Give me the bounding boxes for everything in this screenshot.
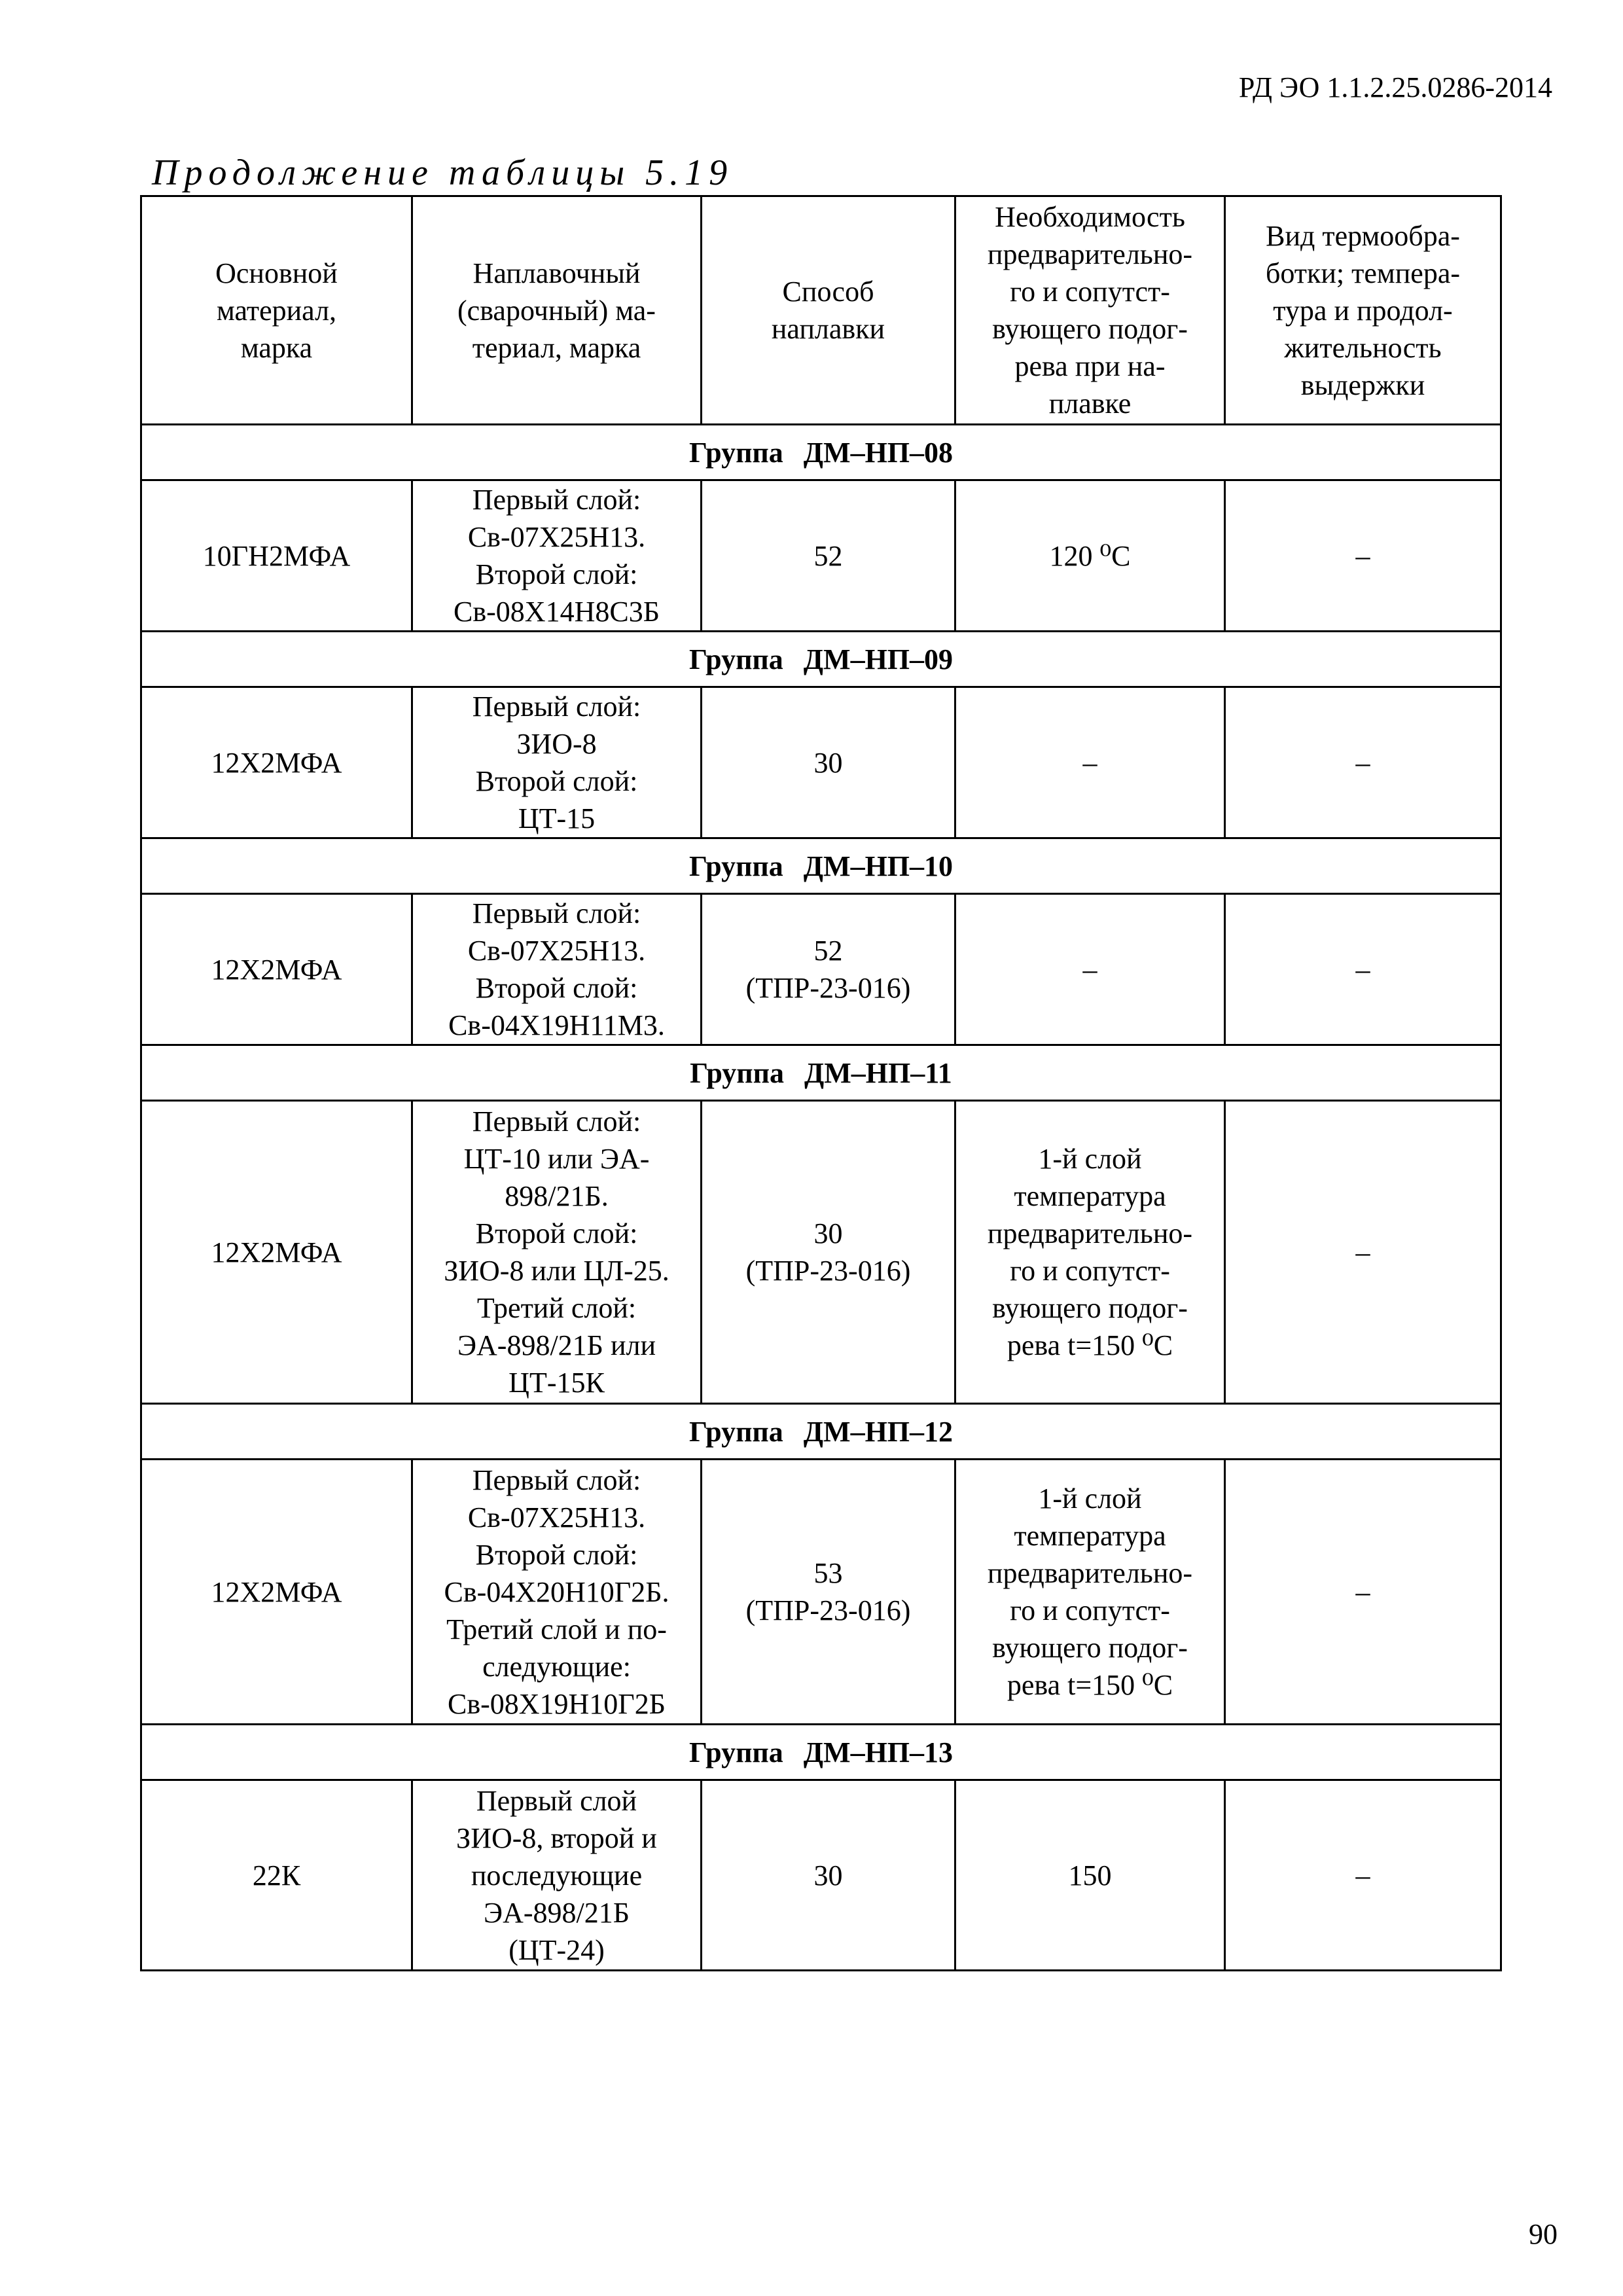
- page-number: 90: [1529, 2218, 1558, 2250]
- cell-method: 30 (ТПР-23-016): [702, 1101, 955, 1404]
- column-header-filler-material: Наплавочный (сварочный) ма- териал, марка: [412, 196, 702, 425]
- cell-method: 30: [702, 687, 955, 838]
- cell-filler-material: Первый слой: ЗИО-8 Второй слой: ЦТ-15: [412, 687, 702, 838]
- column-header-base-material: Основной материал, марка: [141, 196, 412, 425]
- table-row: [141, 687, 1501, 838]
- table-row: [141, 1101, 1501, 1404]
- cell-base-material: 12Х2МФА: [141, 1460, 412, 1725]
- cell-filler-material: Первый слой ЗИО-8, второй и последующие ЭА-898/21Б (ЦТ-24): [412, 1780, 702, 1971]
- cell-filler-material: Первый слой: Св-07Х25Н13. Второй слой: Св-08Х14Н8С3Б: [412, 480, 702, 632]
- cell-heat-treatment: –: [1225, 1780, 1501, 1971]
- column-header-preheat: Необходимость предварительно- го и сопутст- вующего подог- рева при на- плавке: [955, 196, 1225, 425]
- cell-preheat: 1-й слой температура предварительно- го и сопутст- вующего подог- рева t=150 ⁰С: [955, 1101, 1225, 1404]
- document-code: РД ЭО 1.1.2.25.0286-2014: [1238, 71, 1552, 103]
- cell-method: 30: [702, 1780, 955, 1971]
- group-row: [141, 1404, 1501, 1460]
- table-row: [141, 894, 1501, 1045]
- cell-method: 52 (ТПР-23-016): [702, 894, 955, 1045]
- cell-heat-treatment: –: [1225, 1460, 1501, 1725]
- column-header-heat-treatment: Вид термообра- ботки; темпера- тура и продол- жительность выдержки: [1225, 196, 1501, 425]
- cell-base-material: 22К: [141, 1780, 412, 1971]
- table-header-row: [141, 196, 1501, 425]
- group-title: Группа ДМ–НП–08: [141, 425, 1501, 480]
- table-row: [141, 1780, 1501, 1971]
- cell-preheat: –: [955, 894, 1225, 1045]
- cell-base-material: 12Х2МФА: [141, 1101, 412, 1404]
- group-row: [141, 1725, 1501, 1780]
- cell-heat-treatment: –: [1225, 1101, 1501, 1404]
- group-title: Группа ДМ–НП–12: [141, 1404, 1501, 1460]
- group-row: [141, 838, 1501, 894]
- cell-preheat: –: [955, 687, 1225, 838]
- group-row: [141, 425, 1501, 480]
- cell-preheat: 120 ⁰С: [955, 480, 1225, 632]
- cell-filler-material: Первый слой: Св-07Х25Н13. Второй слой: Св-04Х19Н11М3.: [412, 894, 702, 1045]
- group-title: Группа ДМ–НП–13: [141, 1725, 1501, 1780]
- group-title: Группа ДМ–НП–10: [141, 838, 1501, 894]
- column-header-method: Способ наплавки: [702, 196, 955, 425]
- cell-preheat: 1-й слой температура предварительно- го и сопутст- вующего подог- рева t=150 ⁰С: [955, 1460, 1225, 1725]
- group-title: Группа ДМ–НП–11: [141, 1045, 1501, 1101]
- cell-method: 52: [702, 480, 955, 632]
- cell-heat-treatment: –: [1225, 687, 1501, 838]
- cell-method: 53 (ТПР-23-016): [702, 1460, 955, 1725]
- cell-heat-treatment: –: [1225, 894, 1501, 1045]
- cell-filler-material: Первый слой: Св-07Х25Н13. Второй слой: Св-04Х20Н10Г2Б. Третий слой и по- следующие: Св-08Х19Н10Г2Б: [412, 1460, 702, 1725]
- table-row: [141, 1460, 1501, 1725]
- cell-preheat: 150: [955, 1780, 1225, 1971]
- group-title: Группа ДМ–НП–09: [141, 632, 1501, 687]
- cell-base-material: 12Х2МФА: [141, 894, 412, 1045]
- group-row: [141, 1045, 1501, 1101]
- cell-filler-material: Первый слой: ЦТ-10 или ЭА- 898/21Б. Второй слой: ЗИО-8 или ЦЛ-25. Третий слой: ЭА-898/21Б или ЦТ-15К: [412, 1101, 702, 1404]
- cell-base-material: 12Х2МФА: [141, 687, 412, 838]
- cell-base-material: 10ГН2МФА: [141, 480, 412, 632]
- data-table: [140, 195, 1502, 1971]
- table-row: [141, 480, 1501, 632]
- group-row: [141, 632, 1501, 687]
- cell-heat-treatment: –: [1225, 480, 1501, 632]
- table-caption: Продолжение таблицы 5.19: [152, 152, 734, 193]
